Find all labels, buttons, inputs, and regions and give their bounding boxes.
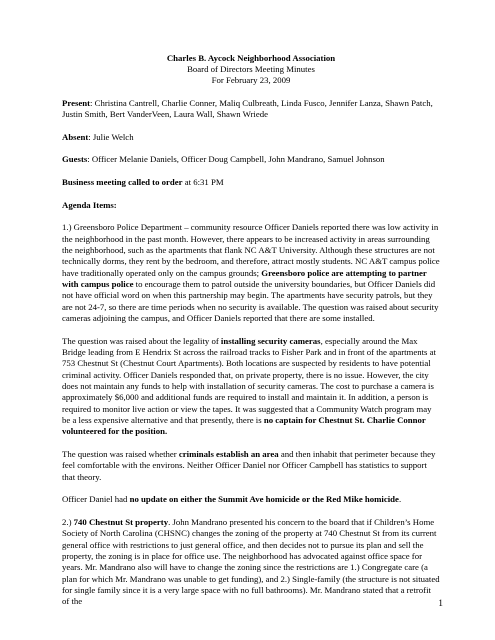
highlight-campus-police: Greensboro police are attempting to partner with campus police bbox=[62, 267, 427, 289]
highlight-security-cameras: installing security cameras bbox=[220, 335, 321, 346]
document-subtitle: Board of Directors Meeting Minutes bbox=[187, 64, 315, 75]
minutes-body bbox=[62, 53, 440, 619]
page-number: 1 bbox=[438, 599, 443, 609]
call-to-order-label: Business meeting called to order bbox=[62, 176, 183, 187]
criminal-area-paragraph: The question was raised whether criminals establish an area and then inhabit that perimeter because they feel comfortable with the environs. Neither Officer Daniel nor Officer Campbell has statistics to support that theory. bbox=[62, 448, 436, 482]
guests-label: Guests bbox=[62, 154, 88, 165]
highlight-chestnut-captain: no captain for Chestnut St. Charlie Connor volunteered for the position. bbox=[62, 414, 426, 437]
present-text: : Christina Cantrell, Charlie Conner, Maliq Culbreath, Linda Fusco, Jennifer Lanza, Shawn Patch, Justin Smith, Bert VanderVeen, Laura Wall, Shawn Wriede bbox=[62, 97, 433, 119]
guests-text: : Officer Melanie Daniels, Officer Doug Campbell, John Mandrano, Samuel Johnson bbox=[87, 154, 385, 165]
agenda-item-police: 1.) Greensboro Police Department – community resource Officer Daniels reported there was low activity in the neighborhood in the past month. However, there appears to be increased activity in areas surrounding the neighborhood, such as the apartments that flank NC A&T University. Although these structures are not technically dorms, they rent by the bedroom, and therefore, attract mostly students. NC A&T campus police have traditionally operated only on the campus grounds; Greensboro police are attempting to partner with campus police to encourage them to patrol outside the university boundaries, but Officer Daniels did not have official word on when this partnership may begin. The apartments have security patrols, but they are not 24-7, so there are time periods when no security is available. The question was raised about security cameras adjoining the campus, and Officer Daniels reported that there are some installed. bbox=[62, 222, 440, 323]
highlight-chestnut-property: 740 Chestnut St property bbox=[73, 516, 169, 527]
guests-paragraph bbox=[62, 154, 440, 165]
absent-paragraph bbox=[62, 132, 440, 143]
security-cameras-paragraph: The question was raised about the legality of installing security cameras, especially around the Max Bridge leading from E Hendrix St across the railroad tracks to Fisher Park and in front of the apartments at 753 Chestnut St (Chestnut Court Apartments). Both locations are suspected by residents to have potential criminal activity. Officer Daniels responded that, on private property, there is no issue. However, the city does not maintain any funds to help with installation of security cameras. The cost to purchase a camera is approximately $6,000 and additional funds are required to install and maintain it. In addition, a person is required to monitor live action or view the tapes. It was suggested that a Community Watch program may be a less expensive alternative and that presently, there is no captain for Chestnut St. Charlie Connor volunteered for the position. bbox=[62, 335, 436, 437]
present-label: Present bbox=[62, 97, 91, 108]
highlight-homicide: no update on either the Summit Ave homicide or the Red Mike homicide bbox=[129, 494, 399, 505]
agenda-heading: Agenda Items: bbox=[62, 199, 117, 210]
call-to-order-paragraph bbox=[62, 177, 440, 188]
highlight-criminals-area: criminals establish an area bbox=[178, 448, 279, 459]
present-paragraph bbox=[62, 98, 440, 121]
absent-text: : Julie Welch bbox=[88, 131, 134, 142]
document-header bbox=[62, 53, 440, 87]
homicide-update-paragraph: Officer Daniel had no update on either the Summit Ave homicide or the Red Mike homicide. bbox=[62, 494, 402, 505]
absent-label: Absent bbox=[62, 131, 89, 142]
agenda-item-chestnut-property: 2.) 740 Chestnut St property. John Mandrano presented his concern to the board that if Children’s Home Society of North Carolina (CHSNC) changes the zoning of the property at 740 Chestnut St from its current general office with restrictions to just general office, and then decides not to pursue its plan and sell the property, the zoning is in place for office use. The neighborhood has advocated against office space for years. Mr. Mandrano also will have to change the zoning since the restrictions are 1.) Congregate care (a plan for which Mr. Mandrano was unable to get funding), and 2.) Single-family (the structure is not situated for single family since it is a very large space with no full bathrooms). Mr. Mandrano stated that a retrofit of the bbox=[62, 516, 440, 607]
document-title: Charles B. Aycock Neighborhood Association bbox=[166, 53, 336, 63]
call-to-order-time: at 6:31 PM bbox=[182, 176, 224, 187]
meeting-date: For February 23, 2009 bbox=[211, 75, 291, 86]
